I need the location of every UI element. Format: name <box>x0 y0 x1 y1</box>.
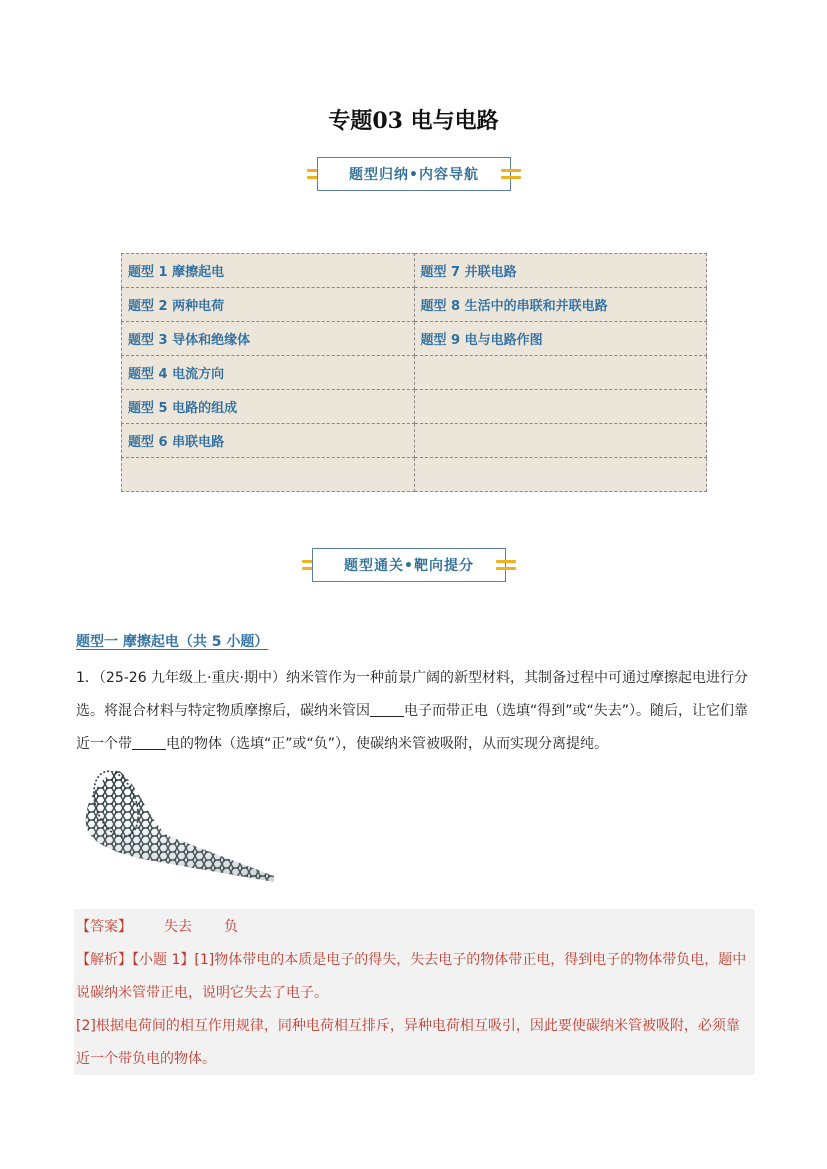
nav-table-row <box>122 322 707 356</box>
nav-topic-link <box>414 424 707 458</box>
banner-label: 题型通关•靶向提分 <box>312 548 506 582</box>
nav-topic-link <box>414 458 707 492</box>
nav-table-row <box>122 356 707 390</box>
nav-table-row <box>122 424 707 458</box>
question-text: 电的物体（选填“正”或“负”），使碳纳米管被吸附，从而实现分离提纯。 <box>166 736 609 752</box>
nav-table-row <box>122 288 707 322</box>
nav-table-row <box>122 458 707 492</box>
nav-topic-link <box>414 390 707 424</box>
answer-value-2: 负 <box>224 919 238 935</box>
nav-topic-link[interactable]: 题型 9 电与电路作图 <box>414 322 707 356</box>
question-text: 纳米管作为一种前景广阔的新型材料，其制备过程中可通过摩擦起电进行分选。将混合材料与特定物质摩擦后，碳纳米管因 <box>76 670 748 719</box>
question-number: 1． <box>76 670 99 686</box>
answer-label: 【答案】 <box>76 919 132 935</box>
nav-topic-link[interactable]: 题型 6 串联电路 <box>122 424 415 458</box>
answer-line <box>76 911 753 944</box>
topic-navigation-table <box>121 253 707 492</box>
carbon-nanotube-image <box>78 764 278 886</box>
sub-question-label: 【小题 1】 <box>132 952 195 968</box>
analysis-label: 【解析】 <box>76 952 132 968</box>
nav-topic-link[interactable]: 题型 2 两种电荷 <box>122 288 415 322</box>
question-1 <box>76 662 748 761</box>
question-text: 电子而带正电（选填“得到”或“失去”）。随后，让它们靠近一个带 <box>76 703 749 752</box>
nav-topic-link <box>122 458 415 492</box>
nav-topic-link <box>414 356 707 390</box>
nav-topic-link[interactable]: 题型 8 生活中的串联和并联电路 <box>414 288 707 322</box>
nav-topic-link[interactable]: 题型 5 电路的组成 <box>122 390 415 424</box>
banner-label: 题型归纳•内容导航 <box>317 157 511 191</box>
nav-topic-link[interactable]: 题型 1 摩擦起电 <box>122 254 415 288</box>
nav-table-row <box>122 254 707 288</box>
answer-value-1: 失去 <box>164 919 192 935</box>
banner-right-decoration <box>501 167 521 181</box>
question-source: （25-26 九年级上·重庆·期中） <box>98 670 286 686</box>
nav-table-row <box>122 390 707 424</box>
section-heading: 题型一 摩擦起电（共 5 小题） <box>76 634 269 650</box>
nav-topic-link[interactable]: 题型 7 并联电路 <box>414 254 707 288</box>
banner-content-navigation <box>307 157 521 195</box>
answer-blank <box>370 700 404 717</box>
answer-blank <box>132 733 166 750</box>
answer-box <box>74 909 755 1075</box>
banner-right-decoration <box>496 558 516 572</box>
analysis-paragraph-1 <box>76 944 753 1010</box>
banner-practice <box>302 548 516 586</box>
nav-topic-link[interactable]: 题型 3 导体和绝缘体 <box>122 322 415 356</box>
page-title: 专题03 电与电路 <box>328 108 499 134</box>
analysis-text: [1]物体带电的本质是电子的得失，失去电子的物体带正电，得到电子的物体带负电，题中说碳纳米管带正电，说明它失去了电子。 <box>76 952 747 1001</box>
analysis-paragraph-2: [2]根据电荷间的相互作用规律，同种电荷相互排斥，异种电荷相互吸引，因此要使碳纳米管被吸附，必须靠近一个带负电的物体。 <box>76 1018 740 1067</box>
nav-topic-link[interactable]: 题型 4 电流方向 <box>122 356 415 390</box>
